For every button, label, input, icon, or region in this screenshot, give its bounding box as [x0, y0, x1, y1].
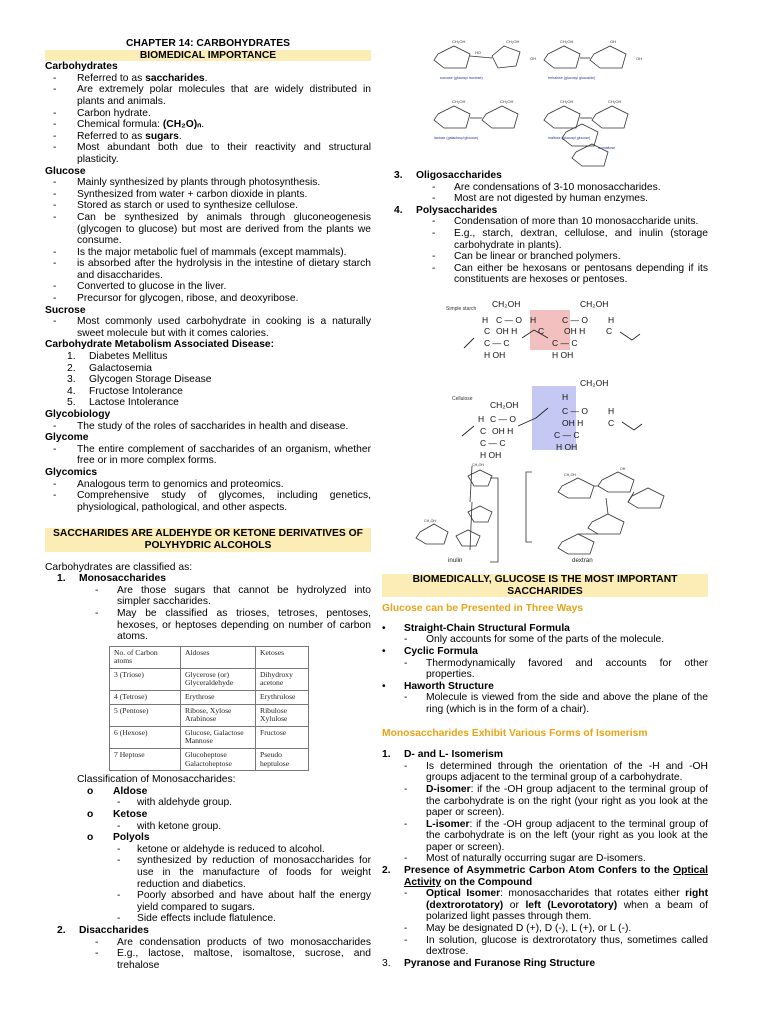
- svg-text:OH H: OH H: [492, 426, 514, 436]
- list-item: - May be classified as trioses, tetroses, pentoses, hexoses, or heptoses depending on number of carbon atoms.: [95, 607, 371, 643]
- svg-text:H OH: H OH: [552, 350, 574, 360]
- caption-lactose: lactose (galactosyl glucose): [434, 136, 479, 140]
- table-header-row: [110, 646, 309, 668]
- list-diseases: [45, 351, 371, 409]
- heading-dl-isomerism: 1. D- and L- Isomerism: [382, 749, 503, 761]
- inulin-label: inulin: [448, 557, 463, 564]
- table-cell: Ribose, Xylose Arabinose: [181, 704, 256, 726]
- table-row: [110, 749, 309, 771]
- list-item: 3. Glycogen Storage Disease: [67, 374, 212, 386]
- list-item: - is absorbed after the hydrolysis in the intestine of dietary starch and disaccharides.: [53, 258, 371, 281]
- list-glucose: [45, 177, 371, 305]
- table-cell: 3 (Triose): [110, 668, 181, 690]
- list-item: • Cyclic Formula: [382, 645, 478, 657]
- table-cell: Glucose, Galactose Mannose: [181, 726, 256, 748]
- heading-glycobiology: Glycobiology: [45, 409, 111, 420]
- list-item: - The study of the roles of saccharides in health and disease.: [53, 420, 349, 432]
- heading-polysaccharides: 4. Polysaccharides: [394, 204, 498, 216]
- heading-glycome: Glycome: [45, 432, 89, 444]
- list-item: - The entire complement of saccharides of an organism, whether free or in more complex forms.: [53, 443, 371, 467]
- svg-text:C — C: C — C: [480, 438, 506, 448]
- list-item: - Is the major metabolic fuel of mammals (except mammals).: [53, 246, 347, 258]
- table-header: Ketoses: [256, 646, 309, 668]
- table-cell: Glucoheptose Galactoheptose: [181, 749, 256, 771]
- svg-text:C — O: C — O: [562, 315, 588, 325]
- list-item: - In solution, glucose is dextrorotatory thus, sometimes called dextrose.: [404, 934, 708, 958]
- caption-isomaltose: isomaltose: [598, 146, 616, 150]
- svg-text:CH₂OH: CH₂OH: [560, 99, 574, 104]
- heading-glycomics: Glycomics: [45, 466, 98, 478]
- svg-text:OH H: OH H: [564, 326, 586, 336]
- simple-starch-label: Simple starch: [446, 306, 477, 312]
- svg-text:H: H: [608, 406, 615, 416]
- table-row: [110, 726, 309, 748]
- table-cell: Glycerose (or) Glyceraldehyde: [181, 668, 256, 690]
- list-item: - Thermodynamically favored and accounts for other properties.: [404, 657, 708, 681]
- heading-aldose: o Aldose: [87, 785, 148, 797]
- svg-text:CH₂OH: CH₂OH: [490, 400, 519, 410]
- svg-text:CH₂OH: CH₂OH: [608, 99, 622, 104]
- svg-text:CH₂OH: CH₂OH: [560, 39, 574, 44]
- inulin-dextran-figure: [412, 462, 680, 572]
- list-item: - Side effects include flatulence.: [117, 913, 276, 925]
- list-carbohydrates: [45, 73, 371, 166]
- heading-three-ways: Glucose can be Presented in Three Ways: [382, 603, 584, 615]
- svg-text:CH₂OH: CH₂OH: [424, 519, 436, 523]
- svg-text:H: H: [530, 315, 537, 325]
- svg-text:H OH: H OH: [484, 350, 506, 360]
- heading-isomerism: Monosaccharides Exhibit Various Forms of Isomerism: [382, 727, 648, 739]
- list-item: - Are those sugars that cannot be hydrolyzed into simpler saccharides.: [95, 584, 371, 608]
- svg-text:H OH: H OH: [556, 442, 578, 452]
- svg-text:C: C: [484, 326, 491, 336]
- section-header-glucose: BIOMEDICALLY, GLUCOSE IS THE MOST IMPORTANT SACCHARIDES: [382, 574, 708, 597]
- list-item: - Stored as starch or used to synthesize cellulose.: [53, 200, 298, 212]
- heading-sucrose: Sucrose: [45, 304, 86, 316]
- list-item: - Can either be hexosans or pentosans depending if its constituents are hexoses or pentoses.: [432, 262, 708, 286]
- svg-text:C — C: C — C: [554, 430, 580, 440]
- list-item: - Are extremely polar molecules that are widely distributed in plants and animals.: [53, 84, 371, 107]
- list-item: - Only accounts for some of the parts of the molecule.: [404, 634, 665, 646]
- list-item: - Optical Isomer: monosaccharides that rotates either right (dextrorotatory) or left (Levorotatory) when a beam of polarized light passes through them.: [404, 888, 709, 923]
- table-cell: Dihydroxy acetone: [256, 668, 309, 690]
- heading-optical-activity: 2. Presence of Asymmetric Carbon Atom Confers to the Optical Activity on the Compound: [382, 865, 708, 888]
- list-item: - E.g., lactose, maltose, isomaltose, sucrose, and trehalose: [95, 948, 371, 971]
- list-item: - Carbon hydrate.: [53, 107, 151, 119]
- svg-text:OH H: OH H: [562, 418, 584, 428]
- table-row: [110, 691, 309, 705]
- list-item: - Can be synthesized by animals through gluconeogenesis (glycogen to glucose) but most are derived from the plants we consume.: [53, 211, 371, 247]
- svg-text:H: H: [478, 414, 485, 424]
- caption-maltose: maltose (glucosyl glucose): [548, 136, 591, 140]
- svg-text:C — O: C — O: [562, 406, 588, 416]
- list-item: - May be designated D (+), D (-), L (+), or L (-).: [404, 923, 632, 935]
- svg-text:H: H: [482, 315, 489, 325]
- list-item: - Comprehensive study of glycomes, including genetics, physiological, pathological, and other aspects.: [53, 490, 371, 513]
- heading-glucose: Glucose: [45, 165, 86, 177]
- list-item: - synthesized by reduction of monosaccharides for use in the manufacture of foods for weight reduction and diabetics.: [117, 855, 371, 890]
- starch-cellulose-figure: [444, 296, 670, 460]
- svg-text:CH₂OH: CH₂OH: [564, 473, 576, 477]
- caption-sucrose: sucrose (glucosyl fructose): [440, 76, 483, 80]
- table-cell: 7 Heptose: [110, 749, 181, 771]
- svg-text:CH₂OH: CH₂OH: [580, 378, 609, 388]
- classified-intro: Carbohydrates are classified as:: [45, 561, 193, 573]
- svg-text:CH₂OH: CH₂OH: [506, 39, 520, 44]
- svg-text:C: C: [606, 326, 613, 336]
- list-item: • Haworth Structure: [382, 680, 494, 692]
- svg-text:C: C: [608, 418, 615, 428]
- svg-text:CH₂OH: CH₂OH: [452, 39, 466, 44]
- list-item: - D-isomer: if the -OH group adjacent to the terminal group of the carbohydrate is on the right (your right as you look at the paper or screen).: [404, 783, 708, 819]
- table-cell: Ribulose Xylulose: [256, 704, 309, 726]
- list-item: - Referred to as saccharides.: [53, 72, 208, 84]
- svg-text:C: C: [538, 326, 545, 336]
- table-cell: Pseudo heptulose: [256, 749, 309, 771]
- svg-text:CH₂OH: CH₂OH: [500, 99, 514, 104]
- svg-text:OH: OH: [620, 467, 626, 471]
- heading-disaccharides: 2. Disaccharides: [57, 924, 149, 936]
- list-item: - E.g., starch, dextran, cellulose, and inulin (storage carbohydrate in plants).: [432, 227, 708, 251]
- list-item: - Analogous term to genomics and proteomics.: [53, 478, 284, 490]
- table-header: Aldoses: [181, 646, 256, 668]
- list-item: 5. Lactose Intolerance: [67, 397, 179, 409]
- svg-text:OH: OH: [636, 56, 642, 61]
- list-item: - Most commonly used carbohydrate in cooking is a naturally sweet molecule but with it comes calories.: [53, 316, 371, 339]
- heading-monosaccharides: 1. Monosaccharides: [57, 573, 166, 585]
- right-column: [382, 170, 708, 286]
- table-cell: Erythrulose: [256, 691, 309, 705]
- list-item: - Precursor for glycogen, ribose, and deoxyribose.: [53, 293, 299, 305]
- left-column: [45, 38, 371, 971]
- table-cell: Erythrose: [181, 691, 256, 705]
- list-item: - Synthesized from water + carbon dioxide in plants.: [53, 188, 308, 200]
- svg-text:C — O: C — O: [496, 315, 522, 325]
- list-item: - Converted to glucose in the liver.: [53, 281, 227, 293]
- disaccharide-structures-figure: [430, 34, 660, 168]
- list-item: 2. Galactosemia: [67, 362, 152, 374]
- classification-intro: Classification of Monosaccharides:: [77, 774, 236, 786]
- svg-text:C: C: [480, 426, 487, 436]
- list-item: - Molecule is viewed from the side and above the plane of the ring (which is in the form of a chair).: [404, 692, 708, 715]
- list-item: - Can be linear or branched polymers.: [432, 251, 621, 263]
- svg-text:H: H: [562, 392, 569, 402]
- list-item: - with ketone group.: [117, 820, 222, 832]
- list-item: - Are condensations of 3-10 monosaccharides.: [432, 181, 661, 193]
- section-header-saccharides: SACCHARIDES ARE ALDEHYDE OR KETONE DERIVATIVES OF POLYHYDRIC ALCOHOLS: [45, 528, 371, 551]
- svg-text:OH: OH: [610, 39, 616, 44]
- svg-text:CH₂OH: CH₂OH: [452, 99, 466, 104]
- svg-text:CH₂OH: CH₂OH: [472, 463, 484, 467]
- table-row: [110, 704, 309, 726]
- list-item: - Are condensation products of two monosaccharides: [95, 936, 371, 948]
- svg-text:C — C: C — C: [484, 338, 510, 348]
- cellulose-label: Cellulose: [452, 396, 473, 402]
- monosaccharide-table: [109, 646, 309, 772]
- heading-polyols: o Polyols: [87, 832, 150, 844]
- list-item: - Most of naturally occurring sugar are D-isomers.: [404, 853, 646, 865]
- table-cell: Fructose: [256, 726, 309, 748]
- table-cell: 4 (Tetrose): [110, 691, 181, 705]
- svg-text:CH₂OH: CH₂OH: [492, 299, 521, 309]
- svg-text:H OH: H OH: [480, 450, 502, 460]
- section-header-biomedical: BIOMEDICAL IMPORTANCE: [45, 50, 371, 62]
- heading-oligosaccharides: 3. Oligosaccharides: [394, 170, 502, 181]
- list-item: 4. Fructose Intolerance: [67, 385, 183, 397]
- list-item: - Most are not digested by human enzymes.: [432, 193, 649, 205]
- list-item: • Straight-Chain Structural Formula: [382, 622, 570, 634]
- dextran-label: dextran: [572, 557, 593, 564]
- heading-ketose: o Ketose: [87, 809, 148, 820]
- svg-text:CH₂OH: CH₂OH: [580, 299, 609, 309]
- svg-text:OH H: OH H: [496, 326, 518, 336]
- heading-diseases: Carbohydrate Metabolism Associated Disease:: [45, 339, 275, 351]
- list-item: - Condensation of more than 10 monosaccharide units.: [432, 216, 699, 228]
- svg-text:C — O: C — O: [490, 414, 516, 424]
- table-cell: 6 (Hexose): [110, 726, 181, 748]
- list-item: - Mainly synthesized by plants through photosynthesis.: [53, 177, 321, 189]
- list-item: 1. Diabetes Mellitus: [67, 351, 168, 363]
- list-item: - with aldehyde group.: [117, 797, 233, 809]
- list-item: - L-isomer: if the -OH group adjacent to the terminal group of the carbohydrate is on the left (your right as you look at the paper or screen).: [404, 818, 708, 853]
- list-item: - Chemical formula: (CH₂O)ₙ.: [53, 119, 205, 131]
- list-item: - Referred to as sugars.: [53, 130, 182, 142]
- table-row: [110, 668, 309, 690]
- list-item: - Is determined through the orientation of the -H and -OH groups adjacent to the terminal group of a carbohydrate.: [404, 760, 708, 784]
- heading-pyranose: 3. Pyranose and Furanose Ring Structure: [382, 957, 596, 969]
- table-cell: 5 (Pentose): [110, 704, 181, 726]
- list-item: - Most abundant both due to their reactivity and structural plasticity.: [53, 142, 371, 165]
- caption-trehalose: trehalose (glucosyl glucoside): [548, 76, 596, 80]
- list-item: - ketone or aldehyde is reduced to alcohol.: [117, 843, 325, 855]
- list-item: - Poorly absorbed and have about half the energy yield compared to sugars.: [117, 890, 371, 913]
- svg-text:HO: HO: [475, 50, 481, 55]
- svg-text:C — C: C — C: [552, 338, 578, 348]
- svg-text:H: H: [608, 315, 615, 325]
- right-column-lower: [382, 574, 708, 969]
- heading-carbohydrates: Carbohydrates: [45, 61, 118, 73]
- svg-text:OH: OH: [530, 56, 536, 61]
- chapter-title: CHAPTER 14: CARBOHYDRATES: [125, 38, 290, 49]
- table-header: No. of Carbon atoms: [110, 646, 181, 668]
